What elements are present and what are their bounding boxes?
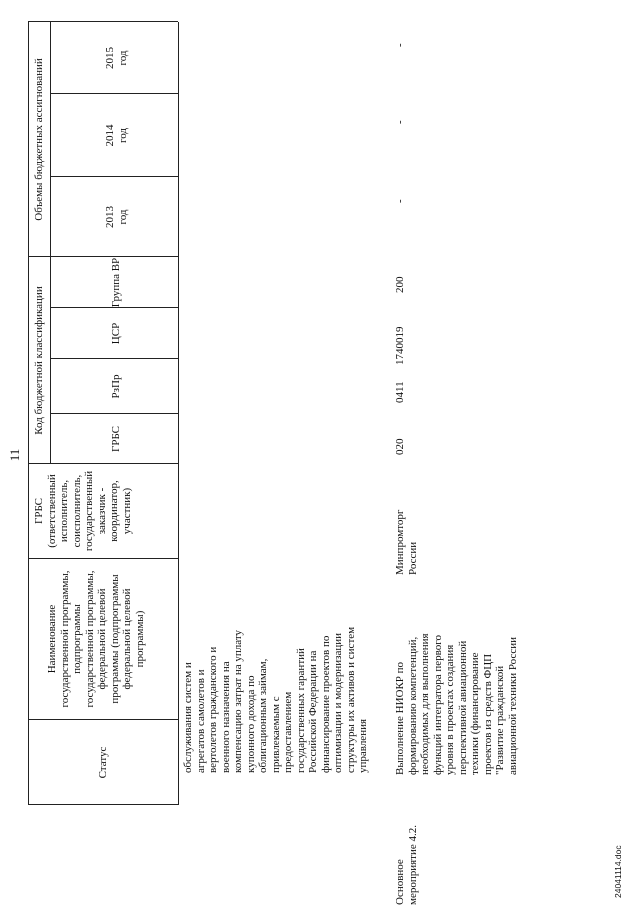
header-grbs-line: координатор,	[108, 480, 120, 542]
continuation-line: государственных гарантий	[294, 648, 307, 773]
header-name-line: государственной программы,	[58, 570, 71, 708]
continuation-line: военного назначения на	[219, 661, 232, 773]
row-status-line: мероприятие 4.2.	[406, 824, 419, 905]
header-grbs-line: заказчик -	[95, 487, 108, 535]
page-number: 11	[7, 448, 22, 462]
row-name-line: авиационной техники России	[506, 637, 519, 775]
header-bottom-border	[178, 22, 179, 805]
header-grbs-line: ГРБС	[33, 497, 45, 525]
continuation-line: предоставлением	[282, 691, 294, 773]
continuation-line: финансирование проектов по	[319, 635, 332, 773]
row-name-line: уровня в проектах создания	[444, 644, 456, 775]
footer-doc-code: 24041114.doc	[613, 845, 623, 898]
header-grbs-line: участник)	[120, 487, 133, 535]
header-name-line: федеральной целевой	[121, 588, 133, 690]
header-name-line: Наименование	[46, 604, 58, 674]
header-grbs-line: соисполнитель,	[70, 474, 83, 548]
row-name-line: функций интегратора первого	[431, 635, 444, 775]
header-name-line: государственной программы,	[83, 570, 96, 708]
row-status-line: Основное	[394, 859, 406, 905]
row-code-csr: 1740019	[394, 326, 406, 365]
row-name-line: Выполнение НИОКР по	[394, 661, 406, 775]
header-name-line: федеральной целевой	[96, 588, 108, 690]
header-grbs-line: государственный	[83, 470, 95, 552]
row-name-line: "Развитие гражданской	[494, 665, 506, 775]
header-code-rzpr: РзПр	[110, 374, 122, 399]
header-code-csr: ЦСР	[110, 322, 122, 345]
header-year-2015: 2015	[104, 47, 116, 69]
col-border-codes-volumes	[28, 256, 178, 257]
header-code-grbs: ГРБС	[110, 425, 122, 453]
continuation-line: купонного дохода по	[244, 675, 257, 773]
header-year-2014: 2014	[104, 124, 116, 147]
header-volumes-group: Объемы бюджетных ассигнований	[33, 58, 45, 221]
row-name-line: проектов из средств ФЦП	[481, 653, 494, 775]
header-grbs-line: (ответственный	[45, 474, 58, 548]
row-value-2014: -	[394, 120, 406, 124]
header-year-2014-unit: год	[117, 127, 129, 144]
header-name-line: подпрограммы	[71, 604, 83, 674]
header-code-vr-group: Группа ВР	[110, 257, 122, 308]
row-name-line: необходимых для выполнения	[419, 633, 431, 775]
continuation-line: агрегатов самолетов и	[194, 669, 207, 773]
header-grbs-line: исполнитель,	[58, 479, 70, 543]
continuation-line: компенсацию затрат на уплату	[232, 629, 244, 773]
continuation-line: Российской Федерации на	[307, 650, 319, 773]
header-name-line: программы)	[133, 610, 146, 668]
table-top-border	[28, 22, 29, 805]
header-year-2013: 2013	[104, 206, 116, 228]
continuation-line: облигационным займам,	[257, 658, 269, 773]
header-year-2013-unit: год	[117, 209, 129, 225]
col-border-right	[28, 21, 178, 22]
row-value-2015: -	[394, 43, 406, 47]
continuation-line: вертолетов гражданского и	[207, 646, 219, 773]
continuation-line: структуры их активов и систем	[344, 626, 357, 773]
row-value-2013: -	[394, 199, 406, 203]
continuation-line: управления	[357, 718, 369, 773]
header-year-2015-unit: год	[117, 50, 129, 66]
row-grbs-line: Минпромторг	[394, 509, 406, 575]
header-status: Статус	[97, 746, 109, 779]
row-code-grbs: 020	[394, 438, 406, 455]
row-name-line: техники (финансирование	[469, 652, 481, 775]
row-code-rzpr: 0411	[394, 381, 406, 403]
row-name-line: формированию компетенций,	[406, 636, 419, 775]
header-name-line: программы (подпрограммы	[108, 574, 121, 704]
continuation-line: привлекаемым с	[269, 696, 282, 773]
continuation-line: оптимизации и модернизации	[332, 633, 344, 773]
header-budget-code-group: Код бюджетной классификации	[33, 286, 45, 435]
group-header-divider	[50, 22, 51, 464]
row-name-line: перспективной авиационной	[456, 640, 469, 775]
row-code-vr-group: 200	[394, 276, 406, 293]
continuation-line: обслуживания систем и	[182, 662, 194, 773]
row-grbs-line: России	[406, 541, 419, 575]
